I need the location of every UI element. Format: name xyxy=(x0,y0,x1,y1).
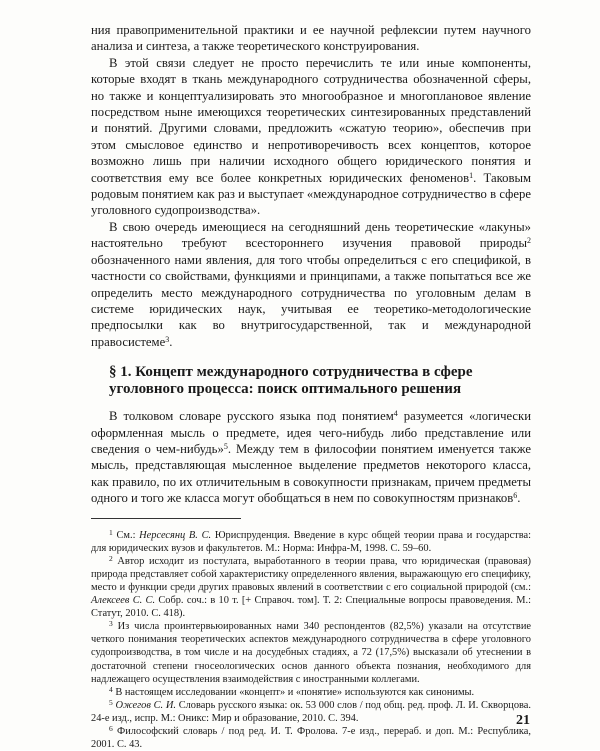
footnote-divider xyxy=(91,518,241,519)
footnote-ref-6[interactable]: 6 xyxy=(513,491,518,501)
section-heading: § 1. Концепт международного сотрудничества в сфере уголовного процесса: поиск оптимального решения xyxy=(109,364,473,398)
footnote-4: $^4$ В настоящем исследовании «концепт» и «понятие» используются как синонимы. xyxy=(109,684,475,698)
text-column xyxy=(91,22,531,751)
paragraph-continued: ния правоприменительной практики и ее научной рефлексии путем научного анализа и синтеза, а также теоретического конструирования. xyxy=(91,23,531,54)
footnote-5: $^5$ Ожегов С. И. Словарь русского языка: ок. 53 000 слов / под общ. ред. проф. Л. И. Скворцова. 24-е изд., испр. М.: Оникс: Мир и образование, 2010. С. 394. xyxy=(91,697,532,724)
footnote-ref-3[interactable]: 3 xyxy=(165,334,170,344)
footnote-ref-1[interactable]: 1 xyxy=(469,170,474,180)
footnote-3: $^3$ Из числа проинтервьюированных нами 340 респондентов (82,5%) указали на отсутствие четкого понимания теоретических аспектов международного сотрудничества в сфере уголовного судопроизводства, в том числе и на досудебных стадиях, а 72 (17,5%) высказали об утеснении в достаточной степени гносеологических основ данного объекта познания, необходимого для надлежащего осуществления взаимодействия с иностранными коллегами. xyxy=(91,619,531,685)
footnote-ref-2[interactable]: 2 xyxy=(527,236,531,246)
footnote-6: $^6$ Философский словарь / под ред. И. Т. Фролова. 7-е изд., перераб. и доп. М.: Республика, 2001. С. 43. xyxy=(91,723,531,751)
paragraph-lacunae: В свою очередь имеющиеся на сегодняшний день теоретические «лакуны» настоятельно требуют всестороннего изучения правовой природы$^2$ обозначенного нами явления, для того чтобы определиться с его спецификой, в частности со свойствами, функциями и принципами, а также попытаться все же определить место международного сотрудничества по уголовным делам в системе юридических наук, учитывая ее теоретико-методологические предпосылки как во внутригосударственной, так и международной правосистеме$^3$. xyxy=(91,219,531,349)
paragraph-compressed-theory: В этой связи следует не просто перечислить те или иные компоненты, которые входят в ткань международного сотрудничества обозначенной сферы, но также и концептуализировать это многообразное и многоплановое явление посредством ныне имеющихся теоретических синтезированных представлений и понятий. Другими словами, предложить «сжатую теорию», обеспечив при этом смысловое единство и непротиворечивость всех концептов, которое возможно лишь при наличии исходного общего юридического понятия и соответствия ему все более конкретных юридических феноменов$^1$. Таковым родовым понятием как раз и выступает «международное сотрудничество в сфере уголовного судопроизводства». xyxy=(91,55,532,218)
page-number: 21 xyxy=(516,713,530,728)
footnote-1: $^1$ См.: Нерсесянц В. С. Юриспруденция. Введение в курс общей теории права и государства: для юридических вузов и факультетов. М.: Норма: Инфра-М, 1998. С. 59–60. xyxy=(91,527,531,554)
footnote-ref-4[interactable]: 4 xyxy=(393,409,398,419)
paragraph-concept-definition: В толковом словаре русского языка под понятием$^4$ разумеется «логически оформленная мысль о предмете, идея чего-нибудь либо представление или сведения о чем-нибудь»$^5$. Между тем в философии понятием именуется также мысль, представляющая мысленное выделение предметов некоторого класса, как правило, по их отличительным в совокупности признакам, причем предметы одного и того же класса могут обобщаться в нем по совокупностям признаков$^6$. xyxy=(91,409,532,506)
footnote-ref-5[interactable]: 5 xyxy=(223,441,228,451)
footnote-2: $^2$ Автор исходит из постулата, выработанного в теории права, что юридическая (правовая) природа представляет собой характеристику определенного явления, выражающую его специфику, место и функции среди других правовых явлений в соответствии с его социальной природой (см.: Алексеев С. С. Собр. соч.: в 10 т. [+ Справоч. том]. Т. 2: Специальные вопросы правоведения. М.: Статут, 2010. С. 418). xyxy=(91,553,531,620)
